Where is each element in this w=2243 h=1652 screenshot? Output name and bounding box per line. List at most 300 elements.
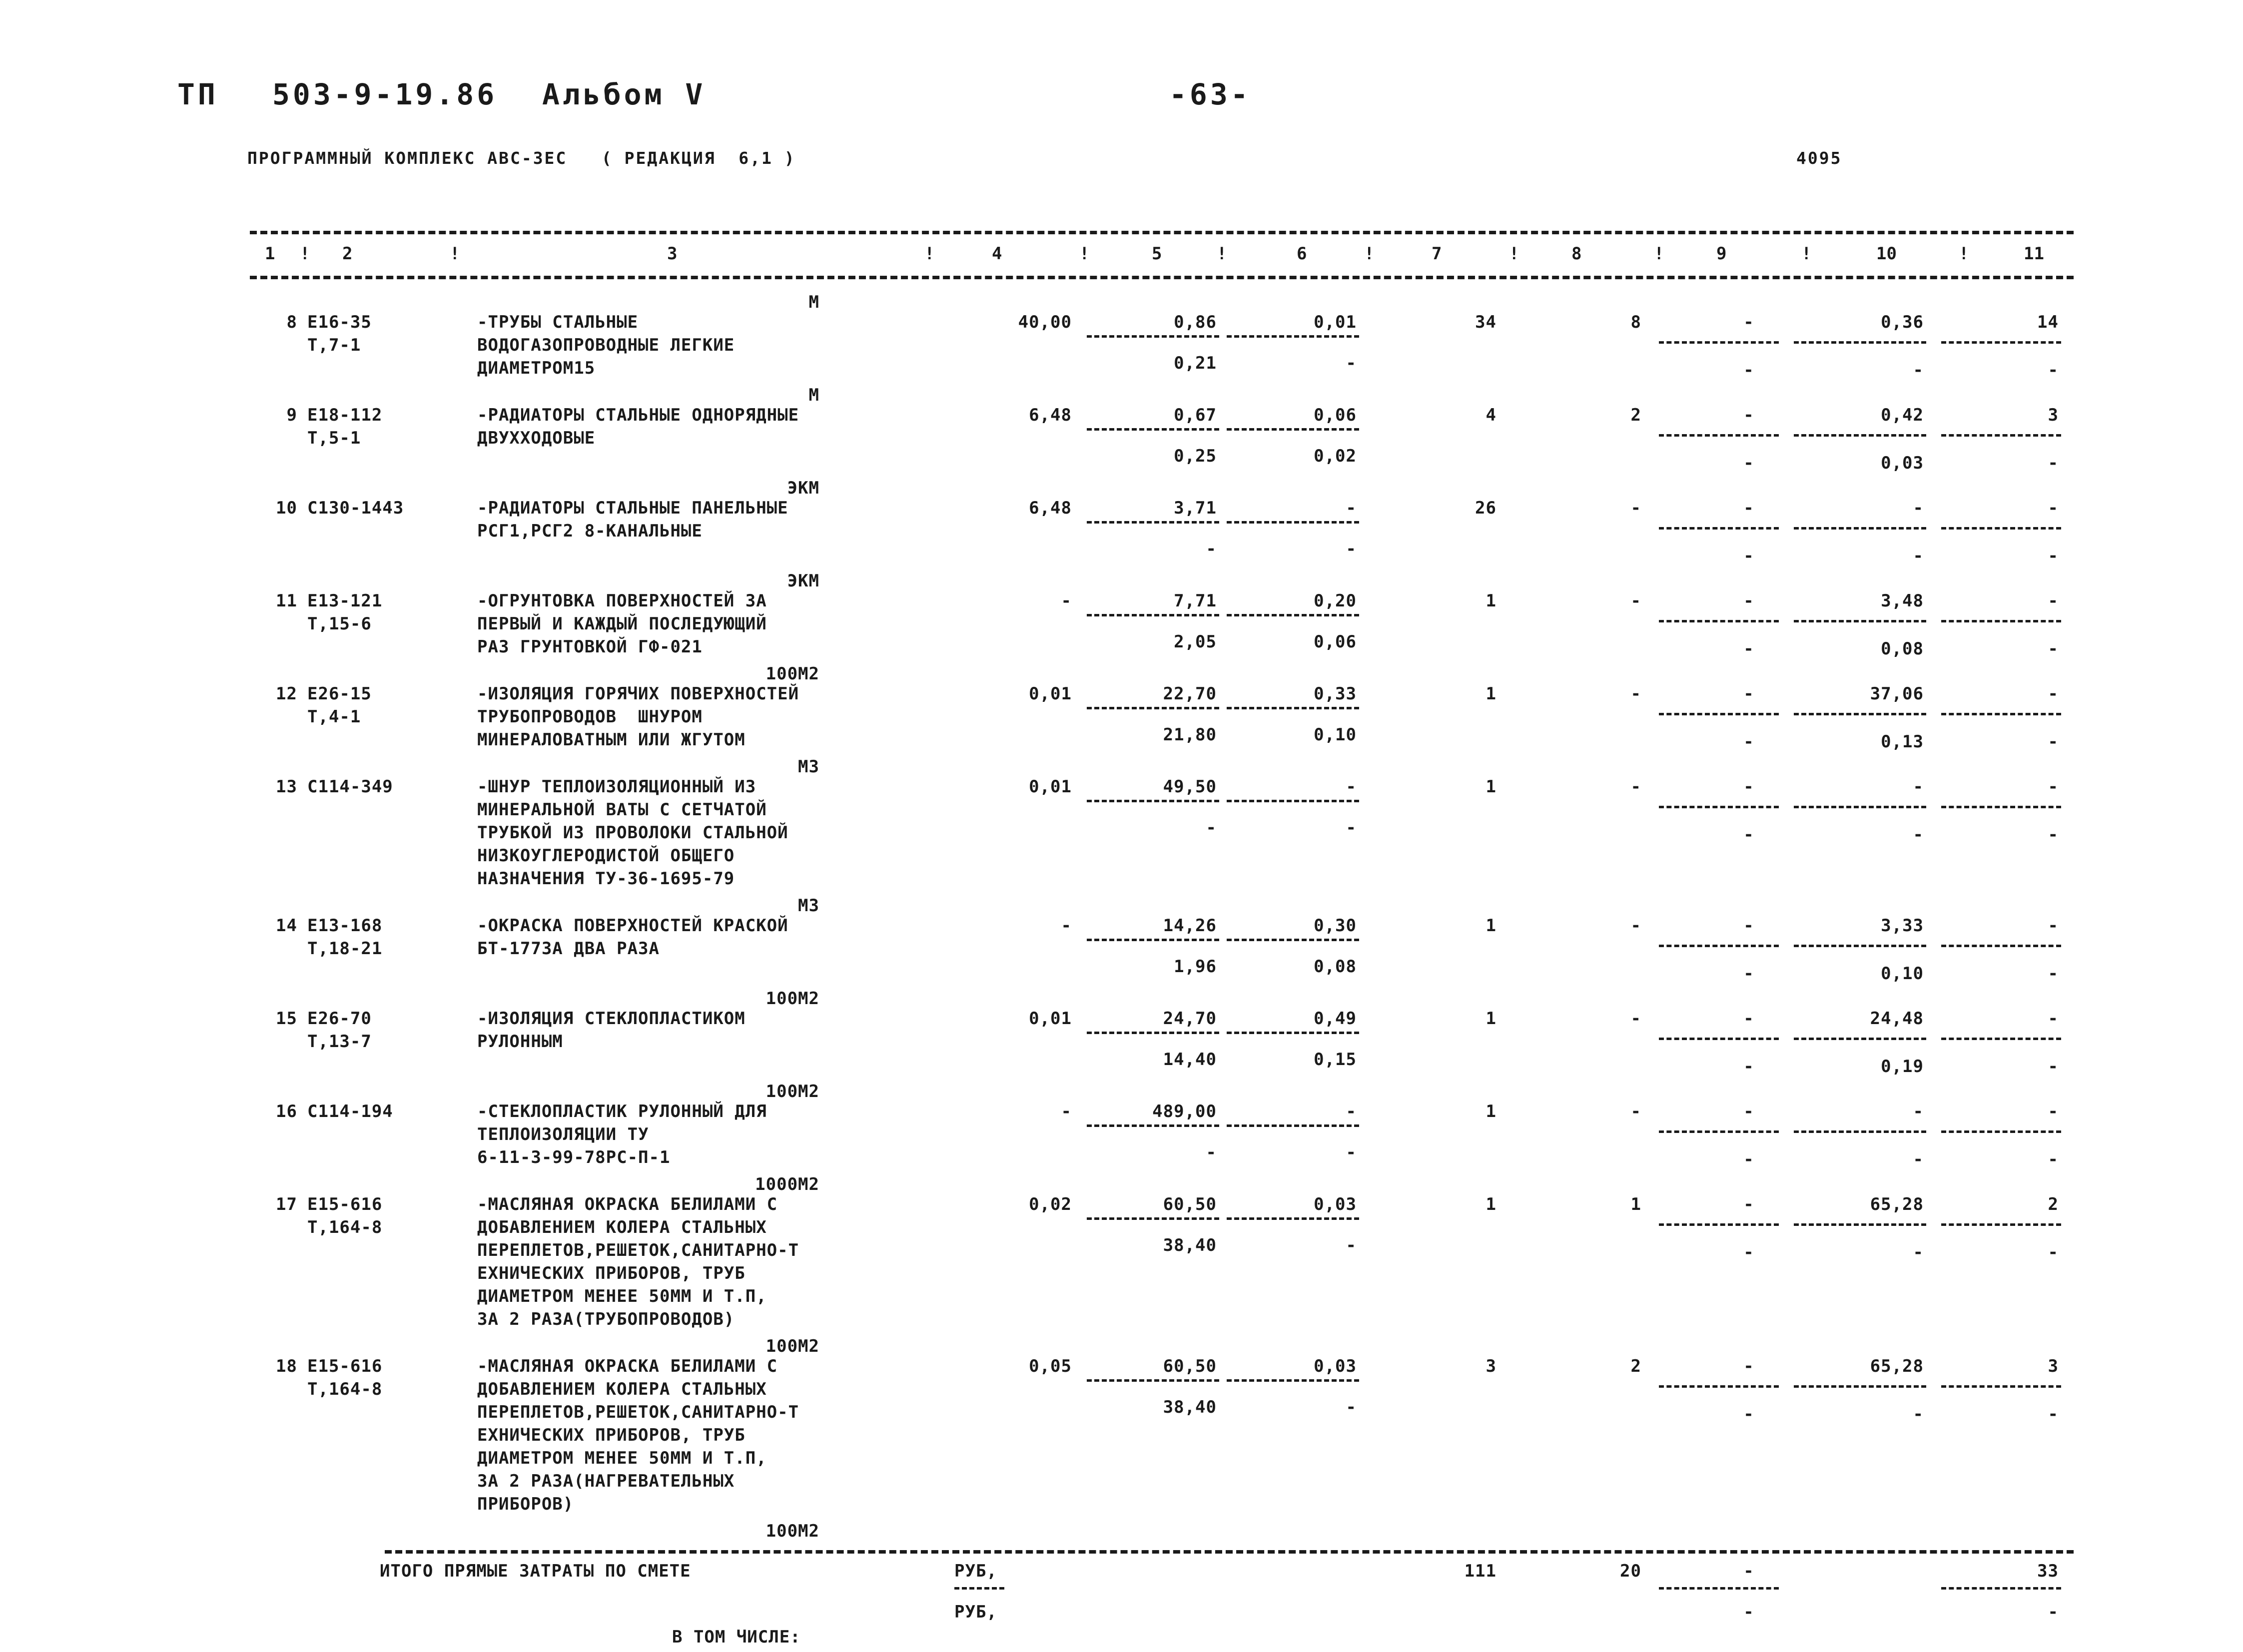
value-col5: 24,70 (1163, 1009, 1217, 1029)
item-description: ДОБАВЛЕНИЕМ КОЛЕРА СТАЛЬНЫХ (477, 1379, 767, 1399)
value-col5: 0,86 (1174, 312, 1217, 332)
item-description: -МАСЛЯНАЯ ОКРАСКА БЕЛИЛАМИ С (477, 1194, 778, 1214)
item-code: Е15-616 (307, 1356, 383, 1376)
sub-rule (1941, 1223, 2061, 1226)
sub-rule (1087, 428, 1219, 431)
item-description: РАЗ ГРУНТОВКОЙ ГФ-021 (477, 637, 703, 657)
value-col8: - (1630, 1101, 1641, 1121)
value-col9: - (1743, 498, 1754, 518)
value-col11: 3 (2048, 1356, 2059, 1376)
item-code: Т,15-6 (307, 614, 372, 634)
value-col11-sub: - (2048, 546, 2059, 566)
item-description: ЗА 2 РАЗА(НАГРЕВАТЕЛЬНЫХ (477, 1471, 735, 1491)
sub-rule (1941, 434, 2061, 437)
value-col11-sub: - (2048, 360, 2059, 380)
value-col5: 49,50 (1163, 777, 1217, 797)
sub-rule (1087, 1124, 1219, 1127)
value-col11-sub: - (2048, 1404, 2059, 1424)
doc-number: 503-9-19.86 (272, 77, 498, 111)
value-col5: 14,26 (1163, 916, 1217, 936)
value-col10: 0,36 (1881, 312, 1924, 332)
item-description: ПЕРВЫЙ И КАЖДЫЙ ПОСЛЕДУЮЩИЙ (477, 614, 767, 634)
item-code: Е18-112 (307, 405, 383, 425)
item-code: Т,18-21 (307, 939, 383, 959)
value-col6: 0,06 (1314, 405, 1357, 425)
value-col11: 2 (2048, 1194, 2059, 1214)
quantity: 0,01 (1029, 1009, 1072, 1029)
sub-rule (1794, 620, 1926, 622)
sub-rule (1659, 1038, 1779, 1040)
column-separator: ! (1654, 244, 1664, 264)
sub-rule (1659, 1385, 1779, 1388)
value-col6-sub: 0,08 (1314, 957, 1357, 977)
item-description: -ОГРУНТОВКА ПОВЕРХНОСТЕЙ ЗА (477, 591, 767, 611)
sub-rule (1087, 800, 1219, 802)
value-col9-sub: - (1743, 1057, 1754, 1077)
sub-rule (1794, 341, 1926, 344)
sub-rule (1659, 341, 1779, 344)
value-col10: 0,42 (1881, 405, 1924, 425)
value-col10: 24,48 (1870, 1009, 1924, 1029)
value-col9-sub: - (1743, 732, 1754, 752)
sub-rule (1659, 806, 1779, 808)
item-description: РСГ1,РСГ2 8-КАНАЛЬНЫЕ (477, 521, 703, 541)
column-header-7: 7 (1432, 244, 1442, 264)
value-col11-sub: - (2048, 639, 2059, 659)
value-col5: 60,50 (1163, 1356, 1217, 1376)
value-col11-sub: - (2048, 732, 2059, 752)
sub-rule (1941, 620, 2061, 622)
including-label: В ТОМ ЧИСЛЕ: (672, 1627, 801, 1647)
value-col11: 3 (2048, 405, 2059, 425)
item-number: 14 (276, 916, 297, 936)
item-description: ЕХНИЧЕСКИХ ПРИБОРОВ, ТРУБ (477, 1425, 746, 1445)
page-number: -63- (1169, 77, 1251, 111)
sub-rule (1794, 713, 1926, 715)
column-header-2: 2 (342, 244, 353, 264)
unit-label: 100М2 (765, 1521, 819, 1541)
item-code: Т,164-8 (307, 1217, 383, 1237)
value-col5: 7,71 (1174, 591, 1217, 611)
value-col11-sub: - (2048, 453, 2059, 473)
total-currency: РУБ, (954, 1561, 997, 1581)
item-number: 16 (276, 1101, 297, 1121)
value-col6: - (1346, 1101, 1357, 1121)
total-col7: 111 (1464, 1561, 1496, 1581)
value-col8: - (1630, 591, 1641, 611)
value-col11-sub: - (2048, 1242, 2059, 1262)
item-number: 18 (276, 1356, 297, 1376)
item-number: 15 (276, 1009, 297, 1029)
item-description: МИНЕРАЛОВАТНЫМ ИЛИ ЖГУТОМ (477, 730, 746, 750)
value-col7: 1 (1486, 1194, 1496, 1214)
item-code: Т,5-1 (307, 428, 361, 448)
value-col10: - (1913, 777, 1924, 797)
unit-label: М3 (798, 896, 819, 916)
item-code: С114-349 (307, 777, 393, 797)
item-code: С114-194 (307, 1101, 393, 1121)
value-col11: - (2048, 591, 2059, 611)
value-col7: 3 (1486, 1356, 1496, 1376)
value-col10-sub: 0,03 (1881, 453, 1924, 473)
value-col10-sub: - (1913, 1149, 1924, 1169)
item-description: ВОДОГАЗОПРОВОДНЫЕ ЛЕГКИЕ (477, 335, 735, 355)
quantity: 0,05 (1029, 1356, 1072, 1376)
sub-rule (1941, 341, 2061, 344)
album-label: Альбом V (542, 77, 706, 111)
value-col5-sub: - (1206, 539, 1217, 559)
sub-rule (1087, 939, 1219, 941)
value-col6-sub: - (1346, 539, 1357, 559)
value-col5-sub: 14,40 (1163, 1050, 1217, 1070)
sub-rule (1794, 527, 1926, 530)
value-col8: - (1630, 777, 1641, 797)
item-number: 17 (276, 1194, 297, 1214)
quantity: 6,48 (1029, 498, 1072, 518)
sub-rule (1941, 945, 2061, 947)
value-col10-sub: 0,10 (1881, 964, 1924, 984)
item-code: Т,4-1 (307, 707, 361, 727)
item-description: -ТРУБЫ СТАЛЬНЫЕ (477, 312, 639, 332)
item-description: -РАДИАТОРЫ СТАЛЬНЫЕ ОДНОРЯДНЫЕ (477, 405, 799, 425)
sub-rule (954, 1587, 1004, 1590)
sub-rule (1087, 707, 1219, 709)
sub-rule (1659, 1130, 1779, 1133)
item-description: ДИАМЕТРОМ15 (477, 358, 596, 378)
sub-rule (1227, 428, 1359, 431)
unit-label: М (808, 292, 819, 312)
column-separator: ! (1217, 244, 1227, 264)
value-col10-sub: - (1913, 1404, 1924, 1424)
total-col11-sub: - (2048, 1602, 2059, 1622)
value-col5-sub: 21,80 (1163, 725, 1217, 745)
value-col9: - (1743, 1356, 1754, 1376)
unit-label: 100М2 (765, 989, 819, 1009)
sub-rule (1941, 1587, 2061, 1590)
sub-rule (1087, 1379, 1219, 1382)
value-col6-sub: - (1346, 353, 1357, 373)
value-col7: 34 (1475, 312, 1496, 332)
sub-rule (1659, 713, 1779, 715)
program-title: ПРОГРАММНЫЙ КОМПЛЕКС АВС-3ЕС ( РЕДАКЦИЯ 6,1 ) (247, 148, 796, 168)
column-separator: ! (300, 244, 310, 264)
item-description: ТЕПЛОИЗОЛЯЦИИ ТУ (477, 1124, 649, 1144)
unit-label: М (808, 385, 819, 405)
value-col7: 1 (1486, 1101, 1496, 1121)
item-description: ТРУБКОЙ ИЗ ПРОВОЛОКИ СТАЛЬНОЙ (477, 823, 788, 843)
sub-rule (1659, 434, 1779, 437)
sub-rule (1794, 945, 1926, 947)
value-col5-sub: - (1206, 818, 1217, 838)
sub-rule (1227, 1379, 1359, 1382)
value-col5: 60,50 (1163, 1194, 1217, 1214)
sub-rule (1227, 521, 1359, 524)
value-col10-sub: - (1913, 1242, 1924, 1262)
value-col8: - (1630, 916, 1641, 936)
total-col8: 20 (1620, 1561, 1641, 1581)
unit-label: ЭКМ (787, 478, 819, 498)
item-code: Е26-15 (307, 684, 372, 704)
value-col5-sub: 1,96 (1174, 957, 1217, 977)
column-separator: ! (1959, 244, 1969, 264)
item-code: Е26-70 (307, 1009, 372, 1029)
value-col11: - (2048, 498, 2059, 518)
value-col11: 14 (2037, 312, 2059, 332)
quantity: - (1061, 916, 1072, 936)
value-col11-sub: - (2048, 1149, 2059, 1169)
quantity: 0,01 (1029, 777, 1072, 797)
value-col6: - (1346, 498, 1357, 518)
value-col11: - (2048, 1101, 2059, 1121)
value-col9: - (1743, 1194, 1754, 1214)
item-description: НАЗНАЧЕНИЯ ТУ-36-1695-79 (477, 869, 735, 889)
value-col8: 2 (1630, 405, 1641, 425)
value-col8: 8 (1630, 312, 1641, 332)
value-col10-sub: - (1913, 546, 1924, 566)
sub-rule (1087, 1032, 1219, 1034)
sub-rule (1227, 800, 1359, 802)
total-col9-sub: - (1743, 1602, 1754, 1622)
value-col10: 65,28 (1870, 1194, 1924, 1214)
item-description: -ШНУР ТЕПЛОИЗОЛЯЦИОННЫЙ ИЗ (477, 777, 756, 797)
sub-rule (1794, 1038, 1926, 1040)
value-col10: 37,06 (1870, 684, 1924, 704)
item-description: ЕХНИЧЕСКИХ ПРИБОРОВ, ТРУБ (477, 1263, 746, 1283)
item-number: 8 (286, 312, 297, 332)
sub-rule (1087, 335, 1219, 338)
value-col6: 0,49 (1314, 1009, 1357, 1029)
column-header-1: 1 (265, 244, 275, 264)
value-col6-sub: 0,15 (1314, 1050, 1357, 1070)
value-col5-sub: 0,25 (1174, 446, 1217, 466)
column-header-3: 3 (667, 244, 678, 264)
value-col10: 3,48 (1881, 591, 1924, 611)
value-col5: 22,70 (1163, 684, 1217, 704)
value-col9: - (1743, 684, 1754, 704)
item-description: БТ-177ЗА ДВА РАЗА (477, 939, 660, 959)
item-code: С130-1443 (307, 498, 404, 518)
sub-rule (1659, 527, 1779, 530)
value-col6: 0,20 (1314, 591, 1357, 611)
value-col8: - (1630, 1009, 1641, 1029)
value-col6: 0,03 (1314, 1194, 1357, 1214)
value-col6-sub: - (1346, 1235, 1357, 1255)
value-col7: 4 (1486, 405, 1496, 425)
item-description: -МАСЛЯНАЯ ОКРАСКА БЕЛИЛАМИ С (477, 1356, 778, 1376)
sub-rule (1794, 806, 1926, 808)
value-col6-sub: - (1346, 818, 1357, 838)
sub-rule (1659, 1223, 1779, 1226)
total-col9: - (1743, 1561, 1754, 1581)
value-col6: 0,30 (1314, 916, 1357, 936)
item-description: ПРИБОРОВ) (477, 1494, 574, 1514)
value-col7: 26 (1475, 498, 1496, 518)
item-number: 11 (276, 591, 297, 611)
total-currency-2: РУБ, (954, 1602, 997, 1622)
item-number: 12 (276, 684, 297, 704)
sub-rule (1794, 434, 1926, 437)
value-col10: - (1913, 1101, 1924, 1121)
value-col8: - (1630, 498, 1641, 518)
value-col6-sub: - (1346, 1397, 1357, 1417)
sub-rule (1794, 1223, 1926, 1226)
value-col7: 1 (1486, 916, 1496, 936)
value-col5: 3,71 (1174, 498, 1217, 518)
value-col5: 489,00 (1152, 1101, 1217, 1121)
sub-rule (1659, 620, 1779, 622)
value-col9: - (1743, 405, 1754, 425)
value-col11: - (2048, 1009, 2059, 1029)
item-description: -СТЕКЛОПЛАСТИК РУЛОННЫЙ ДЛЯ (477, 1101, 767, 1121)
value-col9-sub: - (1743, 1404, 1754, 1424)
sub-rule (1087, 521, 1219, 524)
value-col10: - (1913, 498, 1924, 518)
value-col11-sub: - (2048, 964, 2059, 984)
item-description: ПЕРЕПЛЕТОВ,РЕШЕТОК,САНИТАРНО-Т (477, 1402, 799, 1422)
value-col6-sub: 0,10 (1314, 725, 1357, 745)
quantity: 40,00 (1018, 312, 1072, 332)
value-col8: 2 (1630, 1356, 1641, 1376)
value-col10-sub: - (1913, 360, 1924, 380)
value-col7: 1 (1486, 591, 1496, 611)
item-code: Е15-616 (307, 1194, 383, 1214)
item-description: РУЛОННЫМ (477, 1032, 563, 1052)
value-col10-sub: 0,13 (1881, 732, 1924, 752)
value-col11-sub: - (2048, 825, 2059, 845)
value-col9-sub: - (1743, 360, 1754, 380)
value-col6: 0,33 (1314, 684, 1357, 704)
column-header-10: 10 (1876, 244, 1897, 264)
unit-label: 100М2 (765, 664, 819, 684)
quantity: - (1061, 591, 1072, 611)
value-col10: 3,33 (1881, 916, 1924, 936)
value-col5-sub: 2,05 (1174, 632, 1217, 652)
value-col8: - (1630, 684, 1641, 704)
item-number: 9 (286, 405, 297, 425)
total-rule (385, 1550, 2074, 1554)
sub-rule (1941, 806, 2061, 808)
sub-rule (1941, 1038, 2061, 1040)
column-header-5: 5 (1152, 244, 1162, 264)
value-col9-sub: - (1743, 639, 1754, 659)
value-col5-sub: 38,40 (1163, 1397, 1217, 1417)
sub-rule (1227, 614, 1359, 616)
value-col10: 65,28 (1870, 1356, 1924, 1376)
value-col9-sub: - (1743, 964, 1754, 984)
sub-rule (1227, 335, 1359, 338)
column-header-11: 11 (2024, 244, 2044, 264)
item-number: 10 (276, 498, 297, 518)
value-col11: - (2048, 916, 2059, 936)
item-description: 6-11-3-99-78РС-П-1 (477, 1147, 671, 1167)
unit-label: 100М2 (765, 1336, 819, 1356)
item-code: Т,164-8 (307, 1379, 383, 1399)
column-separator: ! (1364, 244, 1375, 264)
value-col9: - (1743, 1009, 1754, 1029)
value-col5: 0,67 (1174, 405, 1217, 425)
item-description: ДОБАВЛЕНИЕМ КОЛЕРА СТАЛЬНЫХ (477, 1217, 767, 1237)
value-col7: 1 (1486, 777, 1496, 797)
quantity: 0,02 (1029, 1194, 1072, 1214)
value-col8: 1 (1630, 1194, 1641, 1214)
unit-label: М3 (798, 757, 819, 777)
value-col9: - (1743, 1101, 1754, 1121)
item-code: Т,13-7 (307, 1032, 372, 1052)
item-description: -ИЗОЛЯЦИЯ ГОРЯЧИХ ПОВЕРХНОСТЕЙ (477, 684, 799, 704)
item-description: ДВУХХОДОВЫЕ (477, 428, 596, 448)
value-col10-sub: - (1913, 825, 1924, 845)
value-col6-sub: 0,06 (1314, 632, 1357, 652)
item-description: -ИЗОЛЯЦИЯ СТЕКЛОПЛАСТИКОМ (477, 1009, 746, 1029)
item-code: Е13-168 (307, 916, 383, 936)
value-col9-sub: - (1743, 453, 1754, 473)
sub-rule (1794, 1385, 1926, 1388)
item-description: ДИАМЕТРОМ МЕНЕЕ 50ММ И Т.П, (477, 1286, 767, 1306)
column-header-4: 4 (992, 244, 1002, 264)
unit-label: ЭКМ (787, 571, 819, 591)
value-col5-sub: - (1206, 1142, 1217, 1162)
value-col9-sub: - (1743, 1242, 1754, 1262)
column-header-9: 9 (1716, 244, 1727, 264)
value-col11: - (2048, 777, 2059, 797)
value-col9-sub: - (1743, 825, 1754, 845)
value-col11-sub: - (2048, 1057, 2059, 1077)
sub-rule (1941, 527, 2061, 530)
tp-label: ТП (177, 77, 218, 111)
sub-rule (1659, 1587, 1779, 1590)
item-description: -ОКРАСКА ПОВЕРХНОСТЕЙ КРАСКОЙ (477, 916, 788, 936)
item-description: ДИАМЕТРОМ МЕНЕЕ 50ММ И Т.П, (477, 1448, 767, 1468)
item-code: Е16-35 (307, 312, 372, 332)
item-number: 13 (276, 777, 297, 797)
value-col11: - (2048, 684, 2059, 704)
value-col7: 1 (1486, 684, 1496, 704)
item-code: Е13-121 (307, 591, 383, 611)
value-col6: 0,03 (1314, 1356, 1357, 1376)
sub-rule (1659, 945, 1779, 947)
value-col5-sub: 38,40 (1163, 1235, 1217, 1255)
value-col6-sub: 0,02 (1314, 446, 1357, 466)
value-col9-sub: - (1743, 1149, 1754, 1169)
item-code: Т,7-1 (307, 335, 361, 355)
quantity: 0,01 (1029, 684, 1072, 704)
document-code: 4095 (1796, 148, 1842, 168)
sub-rule (1227, 707, 1359, 709)
value-col9: - (1743, 777, 1754, 797)
column-separator: ! (1509, 244, 1519, 264)
value-col9: - (1743, 312, 1754, 332)
value-col10-sub: 0,19 (1881, 1057, 1924, 1077)
column-header-8: 8 (1571, 244, 1582, 264)
value-col10-sub: 0,08 (1881, 639, 1924, 659)
value-col6-sub: - (1346, 1142, 1357, 1162)
value-col7: 1 (1486, 1009, 1496, 1029)
value-col9-sub: - (1743, 546, 1754, 566)
value-col6: 0,01 (1314, 312, 1357, 332)
sub-rule (1227, 939, 1359, 941)
value-col6: - (1346, 777, 1357, 797)
sub-rule (1227, 1124, 1359, 1127)
column-separator: ! (450, 244, 460, 264)
item-description: МИНЕРАЛЬНОЙ ВАТЫ С СЕТЧАТОЙ (477, 800, 767, 820)
value-col9: - (1743, 916, 1754, 936)
total-label: ИТОГО ПРЯМЫЕ ЗАТРАТЫ ПО СМЕТЕ (380, 1561, 691, 1581)
unit-label: 1000М2 (755, 1174, 819, 1194)
column-header-6: 6 (1297, 244, 1307, 264)
sub-rule (1227, 1032, 1359, 1034)
sub-rule (1227, 1217, 1359, 1220)
item-description: ТРУБОПРОВОДОВ ШНУРОМ (477, 707, 703, 727)
